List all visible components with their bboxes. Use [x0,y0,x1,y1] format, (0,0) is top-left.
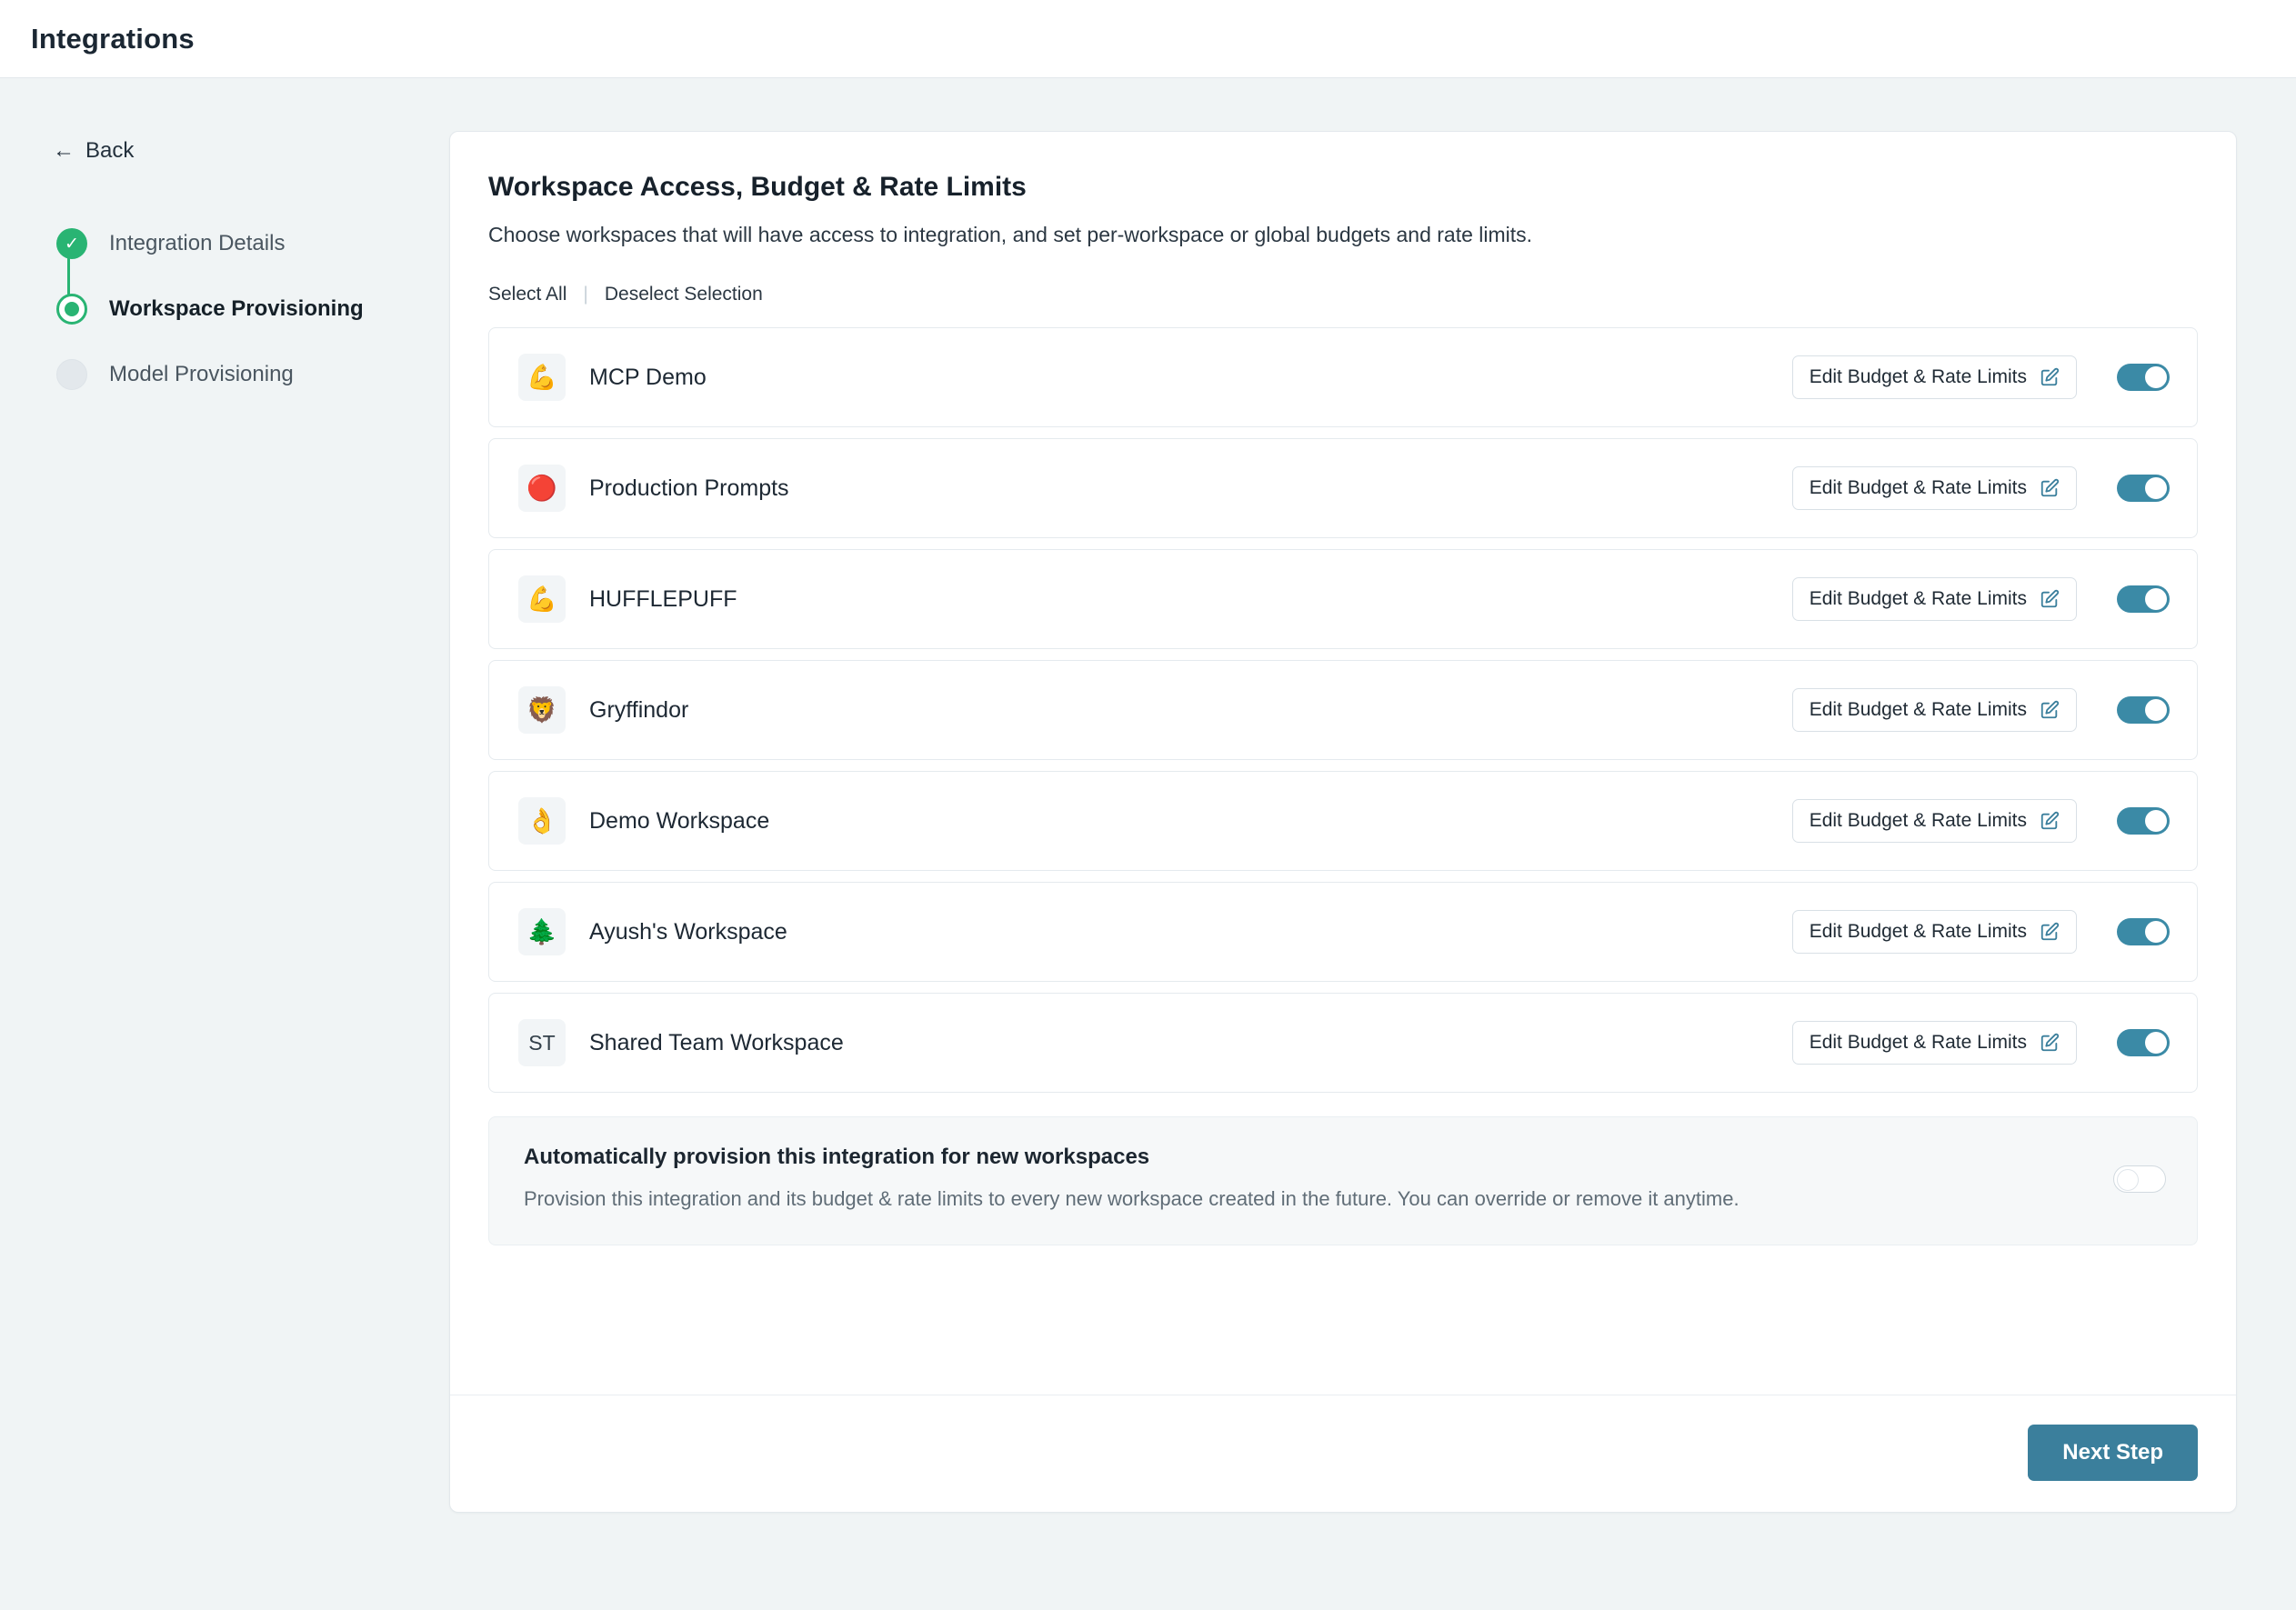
workspace-name: MCP Demo [589,364,707,390]
edit-budget-rate-limits-button[interactable] [1792,688,2077,732]
pencil-square-icon [2040,367,2060,387]
page-body [0,78,2296,1610]
card-footer [450,1395,2236,1512]
main-content [449,78,2296,1610]
pencil-square-icon [2040,478,2060,498]
workspace-name: Production Prompts [589,475,789,501]
workspace-name: HUFFLEPUFF [589,585,737,612]
step-list [53,211,449,407]
selection-controls [488,284,2198,305]
selection-divider: | [583,284,588,305]
arrow-left-icon: ← [53,138,75,163]
workspace-enable-toggle[interactable] [2117,585,2170,613]
edit-budget-rate-limits-button[interactable] [1792,799,2077,843]
edit-budget-rate-limits-button[interactable] [1792,466,2077,510]
workspace-name: Gryffindor [589,696,689,723]
sidebar-item-model-provisioning[interactable] [56,342,449,407]
workspace-list [488,327,2198,1093]
workspace-enable-toggle[interactable] [2117,475,2170,502]
edit-budget-rate-limits-button[interactable] [1792,910,2077,954]
sidebar-item-integration-details[interactable] [56,211,449,276]
workspace-row[interactable] [488,438,2198,538]
edit-budget-label: Edit Budget & Rate Limits [1809,588,2027,609]
pencil-square-icon [2040,589,2060,609]
auto-provision-title: Automatically provision this integration for new workspaces [524,1145,1150,1169]
auto-provision-toggle[interactable] [2113,1165,2166,1193]
workspace-row[interactable] [488,327,2198,427]
edit-budget-label: Edit Budget & Rate Limits [1809,921,2027,942]
pencil-square-icon [2040,811,2060,831]
workspace-row[interactable] [488,993,2198,1093]
back-button-label: Back [85,138,135,163]
card-title: Workspace Access, Budget & Rate Limits [488,172,1027,202]
sidebar [0,78,449,1610]
app-header [0,0,2296,78]
auto-provision-description: Provision this integration and its budget & rate limits to every new workspace created in the future. You can override or remove it anytime. [524,1187,1740,1210]
select-all-link[interactable]: Select All [488,284,567,305]
pencil-square-icon [2040,922,2060,942]
provisioning-card [449,131,2237,1513]
workspace-enable-toggle[interactable] [2117,696,2170,724]
workspace-avatar-icon: 🔴 [518,465,566,512]
edit-budget-label: Edit Budget & Rate Limits [1809,810,2027,831]
radio-filled-icon [56,294,87,325]
workspace-name: Shared Team Workspace [589,1029,844,1055]
workspace-enable-toggle[interactable] [2117,807,2170,835]
step-label: Workspace Provisioning [109,296,364,321]
deselect-selection-link[interactable]: Deselect Selection [604,284,763,305]
workspace-enable-toggle[interactable] [2117,364,2170,391]
pencil-square-icon [2040,1033,2060,1053]
check-icon: ✓ [56,228,87,259]
edit-budget-rate-limits-button[interactable] [1792,577,2077,621]
workspace-avatar-icon: 💪 [518,354,566,401]
workspace-row[interactable] [488,549,2198,649]
workspace-enable-toggle[interactable] [2117,1029,2170,1056]
workspace-row[interactable] [488,771,2198,871]
sidebar-item-workspace-provisioning[interactable] [56,276,449,342]
step-label: Integration Details [109,231,286,255]
edit-budget-label: Edit Budget & Rate Limits [1809,1032,2027,1053]
workspace-name: Demo Workspace [589,807,770,834]
edit-budget-label: Edit Budget & Rate Limits [1809,366,2027,387]
workspace-row[interactable] [488,882,2198,982]
workspace-avatar-icon: 🌲 [518,908,566,955]
card-subtitle: Choose workspaces that will have access to integration, and set per-workspace or global budgets and rate limits. [488,223,1533,246]
step-label: Model Provisioning [109,362,294,386]
next-step-button[interactable]: Next Step [2028,1425,2198,1481]
pencil-square-icon [2040,700,2060,720]
back-button[interactable] [53,138,134,164]
edit-budget-rate-limits-button[interactable] [1792,1021,2077,1065]
workspace-row[interactable] [488,660,2198,760]
radio-empty-icon [56,359,87,390]
edit-budget-label: Edit Budget & Rate Limits [1809,699,2027,720]
workspace-avatar-initials: ST [518,1019,566,1066]
workspace-enable-toggle[interactable] [2117,918,2170,945]
workspace-avatar-icon: 🦁 [518,686,566,734]
workspace-avatar-icon: 💪 [518,575,566,623]
workspace-name: Ayush's Workspace [589,918,787,945]
auto-provision-section [488,1116,2198,1245]
edit-budget-rate-limits-button[interactable] [1792,355,2077,399]
edit-budget-label: Edit Budget & Rate Limits [1809,477,2027,498]
page-title: Integrations [31,22,195,55]
workspace-avatar-icon: 👌 [518,797,566,845]
